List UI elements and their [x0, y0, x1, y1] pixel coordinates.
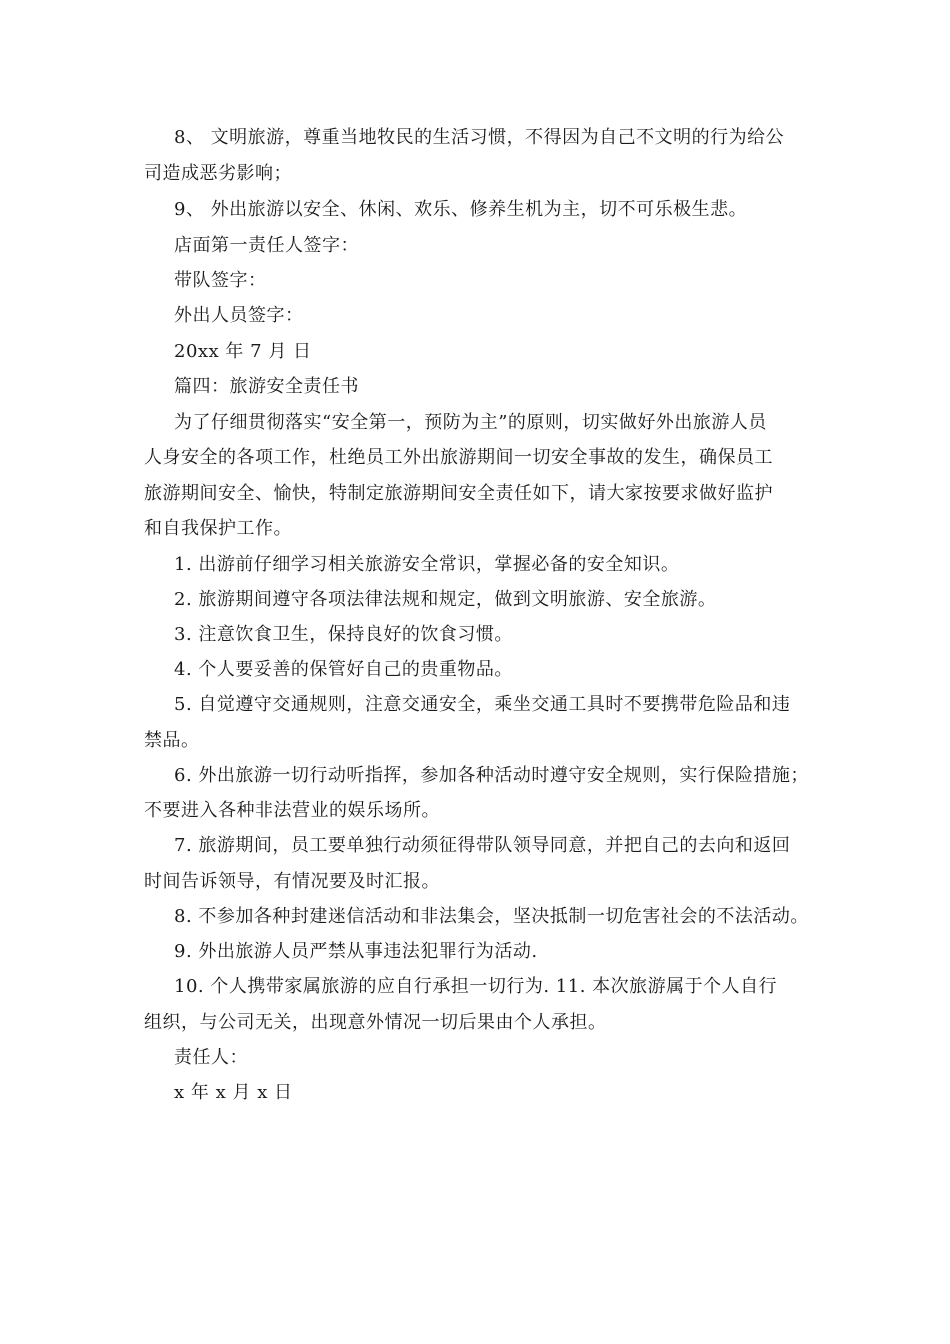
rule-7-cont: 时间告诉领导，有情况要及时汇报。 — [144, 871, 440, 892]
list-item-8: 8、 文明旅游，尊重当地牧民的生活习惯，不得因为自己不文明的行为给公 — [174, 127, 785, 148]
rule-5: 5. 自觉遵守交通规则，注意交通安全，乘坐交通工具时不要携带危险品和违 — [174, 694, 791, 715]
intro-paragraph-l1: 为了仔细贯彻落实“安全第一，预防为主”的原则，切实做好外出旅游人员 — [174, 412, 767, 433]
signature-responsible: 责任人： — [174, 1047, 248, 1068]
rule-1: 1. 出游前仔细学习相关旅游安全常识，掌握必备的安全知识。 — [174, 554, 680, 575]
list-item-8-cont: 司造成恶劣影响； — [144, 163, 292, 184]
date-line: 20xx 年 7 月 日 — [174, 341, 312, 362]
section-heading: 篇四：旅游安全责任书 — [174, 376, 359, 397]
rule-7: 7. 旅游期间，员工要单独行动须征得带队领导同意，并把自己的去向和返回 — [174, 835, 791, 856]
rule-3: 3. 注意饮食卫生，保持良好的饮食习惯。 — [174, 624, 513, 645]
rule-9: 9. 外出旅游人员严禁从事违法犯罪行为活动. — [174, 941, 538, 962]
rule-5-cont: 禁品。 — [144, 730, 200, 751]
rule-4: 4. 个人要妥善的保管好自己的贵重物品。 — [174, 659, 513, 680]
rule-6: 6. 外出旅游一切行动听指挥，参加各种活动时遵守安全规则，实行保险措施； — [174, 765, 809, 786]
intro-paragraph-l2: 人身安全的各项工作，杜绝员工外出旅游期间一切安全事故的发生，确保员工 — [144, 447, 773, 468]
rule-11-cont: 组织，与公司无关，出现意外情况一切后果由个人承担。 — [144, 1012, 607, 1033]
closing-date: x 年 x 月 x 日 — [174, 1082, 293, 1103]
signature-store-head: 店面第一责任人签字： — [174, 235, 359, 256]
rule-2: 2. 旅游期间遵守各项法律法规和规定，做到文明旅游、安全旅游。 — [174, 589, 717, 610]
intro-paragraph-l3: 旅游期间安全、愉快，特制定旅游期间安全责任如下，请大家按要求做好监护 — [144, 483, 773, 504]
rule-10-11: 10. 个人携带家属旅游的应自行承担一切行为. 11. 本次旅游属于个人自行 — [174, 976, 778, 997]
rule-6-cont: 不要进入各种非法营业的娱乐场所。 — [144, 800, 440, 821]
rule-8: 8. 不参加各种封建迷信活动和非法集会，坚决抵制一切危害社会的不法活动。 — [174, 906, 809, 927]
list-item-9: 9、 外出旅游以安全、休闲、欢乐、修养生机为主，切不可乐极生悲。 — [174, 199, 748, 220]
signature-traveler: 外出人员签字： — [174, 305, 304, 326]
signature-leader: 带队签字： — [174, 270, 267, 291]
intro-paragraph-l4: 和自我保护工作。 — [144, 518, 292, 539]
